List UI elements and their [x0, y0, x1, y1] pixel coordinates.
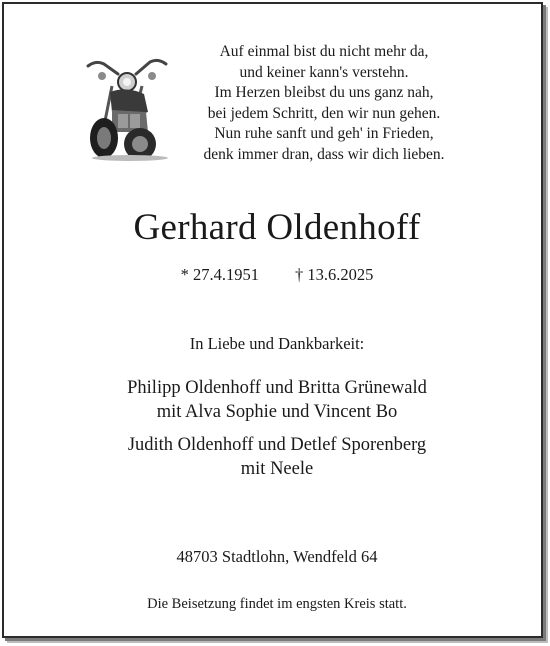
deceased-name: Gerhard Oldenhoff — [133, 207, 421, 248]
mourners-intro: In Liebe und Dankbarkeit: — [189, 334, 365, 353]
life-dates — [4, 265, 550, 285]
mourner-line: mit Neele — [240, 458, 314, 479]
mourner-line: mit Alva Sophie und Vincent Bo — [156, 401, 398, 422]
mourner-group — [4, 377, 550, 424]
birth-date: * 27.4.1951 — [180, 265, 259, 284]
mourner-line: Philipp Oldenhoff und Britta Grünewald — [127, 378, 427, 398]
poem — [174, 42, 474, 166]
mourner-group — [4, 434, 550, 481]
mourner-line: Judith Oldenhoff und Detlef Sporenberg — [127, 435, 427, 455]
address: 48703 Stadtlohn, Wendfeld 64 — [176, 547, 378, 566]
mourners-list — [4, 377, 550, 491]
poem-line: Auf einmal bist du nicht mehr da, — [219, 43, 429, 60]
poem-line: Im Herzen bleibst du uns ganz nah, — [214, 84, 434, 102]
poem-line: Nun ruhe sanft und geh' in Frieden, — [214, 125, 434, 143]
poem-line: und keiner kann's verstehn. — [239, 63, 409, 81]
poem-line: bei jedem Schritt, den wir nun gehen. — [207, 104, 441, 122]
motorcycle-icon — [82, 52, 172, 162]
poem-line: denk immer dran, dass wir dich lieben. — [203, 145, 445, 163]
obituary-notice — [2, 2, 543, 638]
burial-note: Die Beisetzung findet im engsten Kreis statt. — [147, 596, 407, 612]
death-date: † 13.6.2025 — [295, 265, 374, 284]
